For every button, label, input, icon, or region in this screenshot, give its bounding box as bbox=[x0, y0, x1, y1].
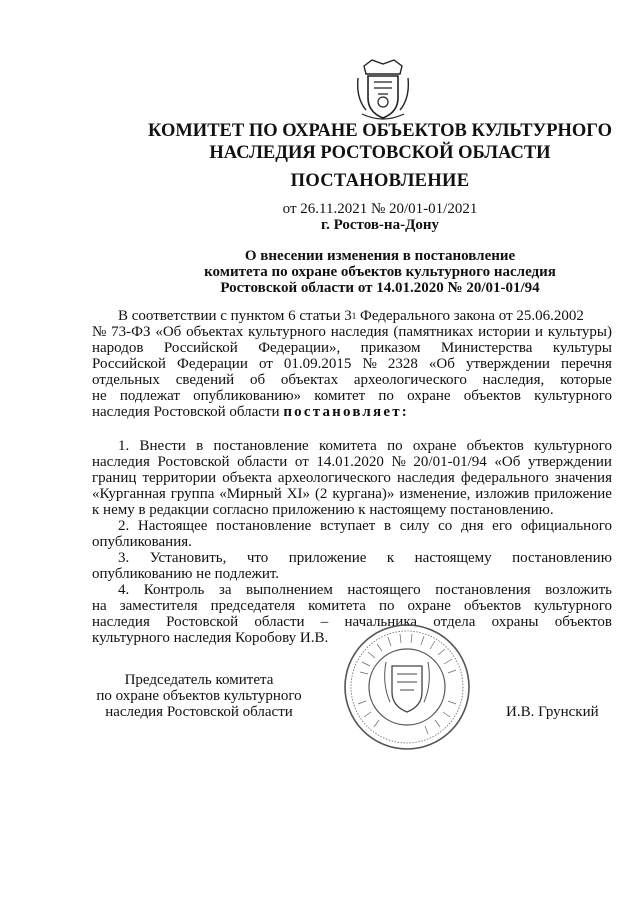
item-line: наследия Ростовской области – начальника отдела охраны объектов bbox=[92, 614, 612, 630]
org-title-line1: КОМИТЕТ ПО ОХРАНЕ ОБЪЕКТОВ КУЛЬТУРНОГО bbox=[148, 121, 612, 141]
preamble-line: не подлежат опубликованию» комитет по охране объектов культурного bbox=[92, 388, 612, 404]
preamble-line: отдельных сведений об объектах археологического наследия, которые bbox=[92, 372, 612, 388]
coat-of-arms-icon bbox=[354, 58, 412, 122]
decree-keyword: постановляет: bbox=[283, 404, 409, 420]
item-line: опубликованию не подлежит. bbox=[92, 566, 280, 582]
document-type: ПОСТАНОВЛЕНИЕ bbox=[290, 171, 470, 191]
city: г. Ростов-на-Дону bbox=[320, 217, 440, 233]
item-line: границ территории объекта археологического наследия федерального значения bbox=[92, 470, 612, 486]
signer-position-line: Председатель комитета bbox=[124, 672, 274, 688]
subject-line: О внесении изменения в постановление bbox=[244, 248, 516, 264]
preamble-line: народов Российской Федерации», приказом Министерства культуры bbox=[92, 340, 612, 356]
item-line: культурного наследия Коробову И.В. bbox=[92, 630, 329, 646]
item-line: наследия Ростовской области от 14.01.2020 № 20/01-01/94 «Об утверждении bbox=[92, 454, 612, 470]
item-line: 3. Установить, что приложение к настоящему постановлению bbox=[118, 550, 612, 566]
signer-name: И.В. Грунский bbox=[506, 704, 599, 720]
item-line: 1. Внести в постановление комитета по охране объектов культурного bbox=[118, 438, 612, 454]
preamble-line: В соответствии с пунктом 6 статьи 3 1 Федерального закона от 25.06.2002 bbox=[118, 308, 584, 324]
preamble-line: № 73-ФЗ «Об объектах культурного наследия (памятниках истории и культуры) bbox=[92, 324, 612, 340]
item-line: опубликования. bbox=[92, 534, 192, 550]
official-seal-icon bbox=[342, 622, 472, 752]
item-line: «Курганная группа «Мирный XI» (2 кургана)» изменение, изложив приложение bbox=[92, 486, 612, 502]
org-title-line2: НАСЛЕДИЯ РОСТОВСКОЙ ОБЛАСТИ bbox=[209, 143, 551, 163]
item-line: 2. Настоящее постановление вступает в силу со дня его официального bbox=[118, 518, 612, 534]
item-line: к нему в редакции согласно приложению к настоящему постановлению. bbox=[92, 502, 554, 518]
signer-position-line: по охране объектов культурного bbox=[96, 688, 302, 704]
subject-line: Ростовской области от 14.01.2020 № 20/01-01/94 bbox=[220, 280, 540, 296]
item-line: на заместителя председателя комитета по охране объектов культурного bbox=[92, 598, 612, 614]
preamble-line: Российской Федерации от 01.09.2015 № 2328 «Об утверждении перечня bbox=[92, 356, 612, 372]
signer-position-line: наследия Ростовской области bbox=[105, 704, 293, 720]
item-line: 4. Контроль за выполнением настоящего постановления возложить bbox=[118, 582, 612, 598]
subject-line: комитета по охране объектов культурного наследия bbox=[204, 264, 556, 280]
preamble-line: наследия Ростовской области постановляет: bbox=[92, 404, 409, 420]
date-number: от 26.11.2021 № 20/01-01/2021 bbox=[282, 201, 478, 217]
